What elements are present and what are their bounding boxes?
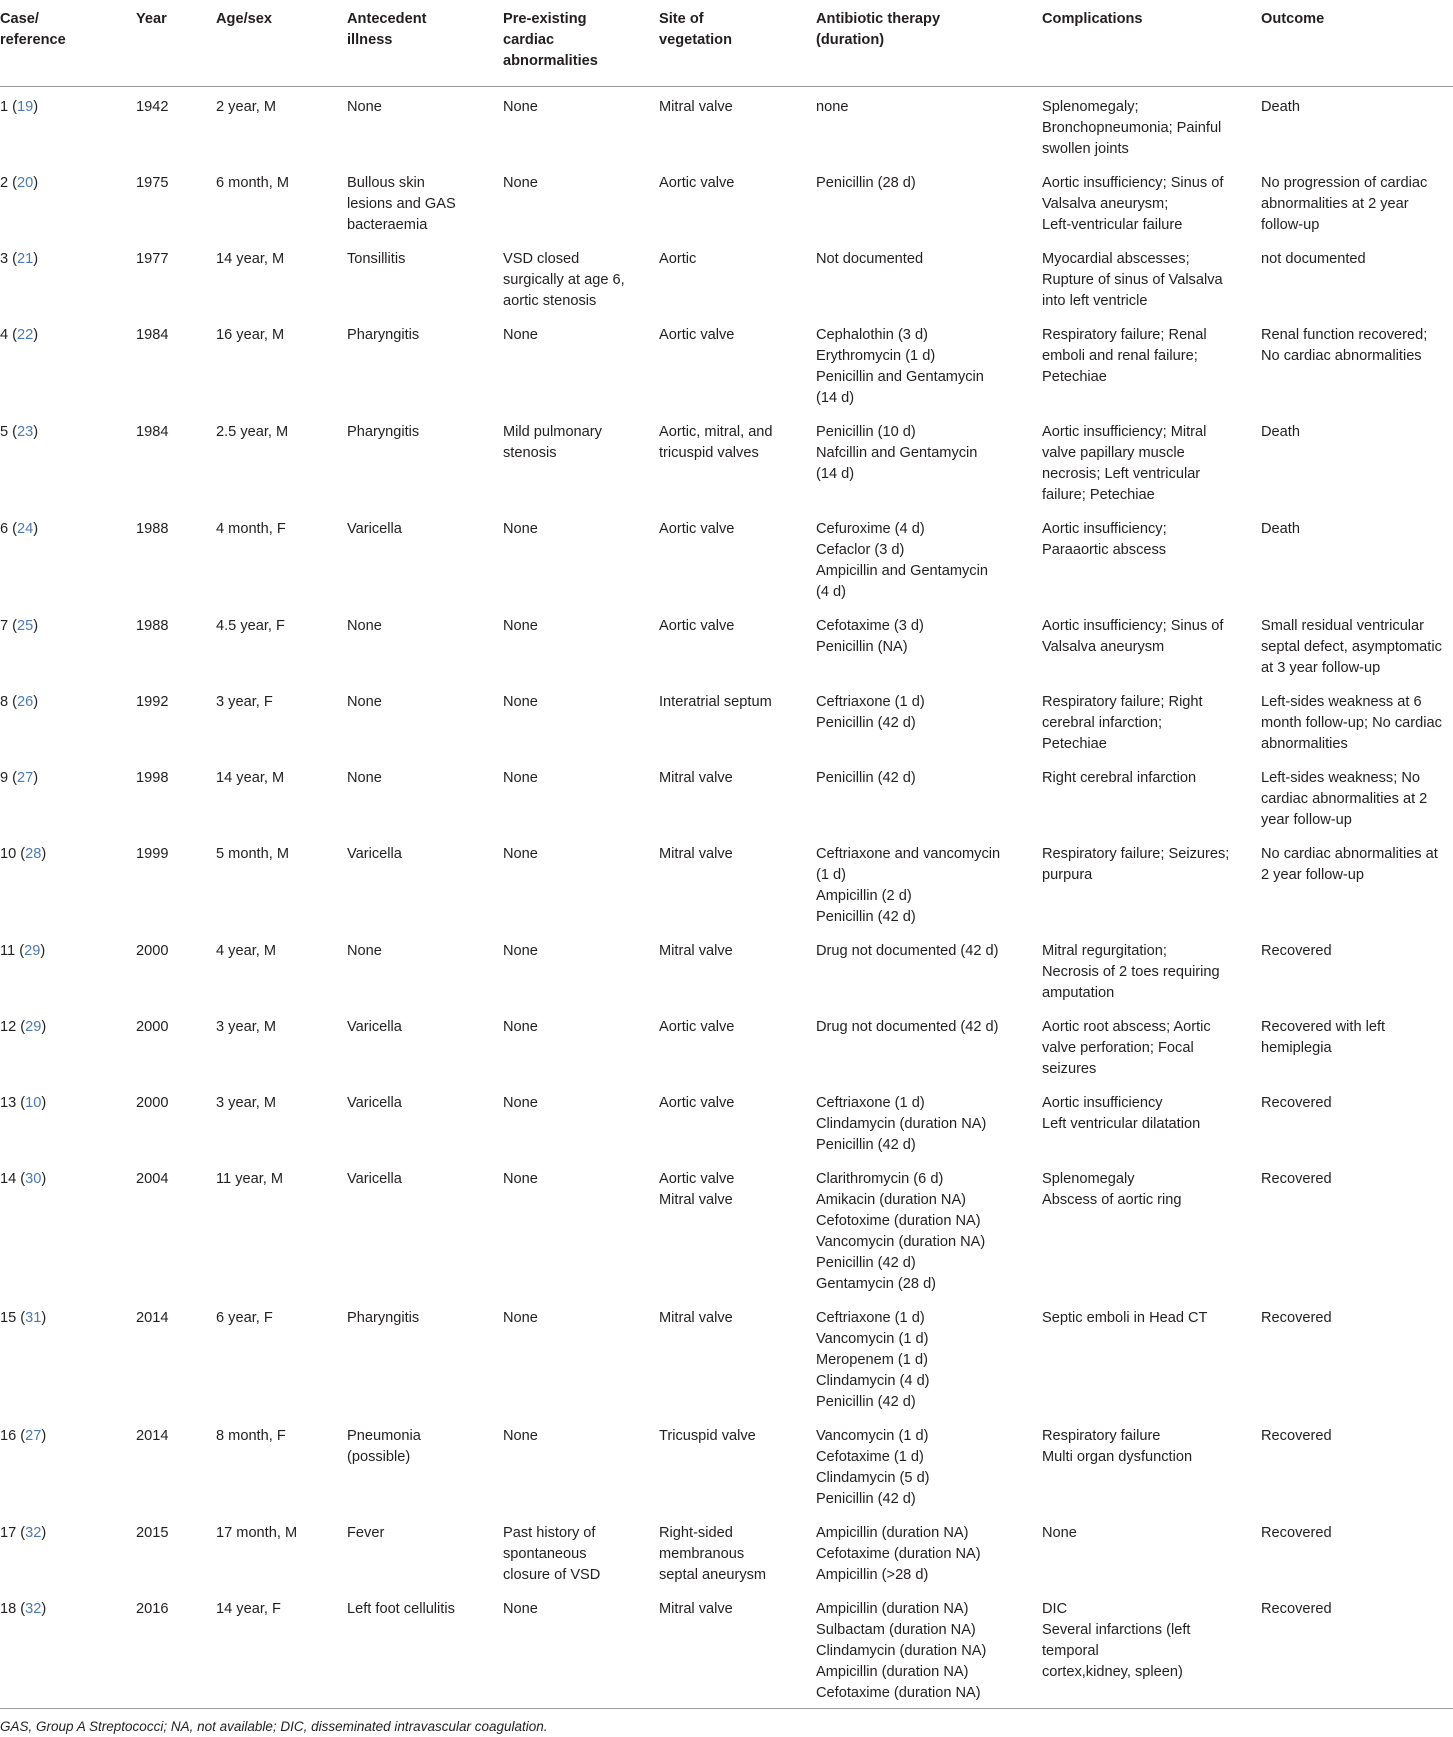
case-number: 12 ( bbox=[0, 1019, 26, 1035]
antibiotic-therapy-cell: Drug not documented (42 d) bbox=[816, 943, 999, 959]
table-row bbox=[0, 1007, 1453, 1083]
site-of-vegetation-cell: Aortic valve Mitral valve bbox=[659, 1171, 735, 1208]
antecedent-illness-cell: Fever bbox=[347, 1525, 385, 1541]
closing-parenthesis: ) bbox=[33, 770, 39, 786]
reference-link[interactable]: 32 bbox=[25, 1601, 42, 1617]
outcome-cell: No cardiac abnormalities at 2 year follow-up bbox=[1261, 846, 1438, 883]
closing-parenthesis: ) bbox=[33, 251, 39, 267]
age-sex-cell: 4.5 year, F bbox=[216, 618, 285, 634]
site-of-vegetation-cell: Aortic valve bbox=[659, 521, 735, 537]
antibiotic-therapy-cell: Cefotaxime (3 d) Penicillin (NA) bbox=[816, 618, 924, 655]
preexisting-cardiac-cell: None bbox=[503, 694, 538, 710]
outcome-cell: Small residual ventricular septal defect, asymptomatic at 3 year follow-up bbox=[1261, 618, 1442, 676]
case-reference-cell bbox=[0, 1513, 136, 1589]
case-reference-cell bbox=[0, 412, 136, 509]
site-of-vegetation-cell: Mitral valve bbox=[659, 1589, 816, 1709]
antecedent-illness-cell: None bbox=[347, 694, 382, 710]
closing-parenthesis: ) bbox=[41, 1601, 47, 1617]
case-number: 14 ( bbox=[0, 1171, 26, 1187]
antecedent-illness-cell: Varicella bbox=[347, 1019, 402, 1035]
table-row bbox=[0, 606, 1453, 682]
complications-cell: Splenomegaly Abscess of aortic ring bbox=[1042, 1171, 1182, 1208]
complications-cell: Respiratory failure Multi organ dysfunction bbox=[1042, 1428, 1193, 1465]
table-footnote: GAS, Group A Streptococci; NA, not available; DIC, disseminated intravascular coagulation. bbox=[0, 1719, 548, 1734]
year-cell: 1984 bbox=[136, 327, 169, 343]
antibiotic-therapy-cell: Drug not documented (42 d) bbox=[816, 1019, 999, 1035]
year-cell: 1998 bbox=[136, 770, 169, 786]
site-of-vegetation-cell: Mitral valve bbox=[659, 770, 733, 786]
case-reference-cell bbox=[0, 1083, 136, 1159]
reference-link[interactable]: 22 bbox=[17, 327, 34, 343]
age-sex-cell: 2 year, M bbox=[216, 99, 277, 115]
table-row bbox=[0, 1589, 1453, 1709]
case-reference-cell bbox=[0, 834, 136, 931]
outcome-cell: Death bbox=[1261, 521, 1300, 537]
closing-parenthesis: ) bbox=[41, 1525, 47, 1541]
year-cell: 1999 bbox=[136, 846, 169, 862]
antibiotic-therapy-cell: Vancomycin (1 d) Cefotaxime (1 d) Clindamycin (5 d) Penicillin (42 d) bbox=[816, 1428, 930, 1507]
age-sex-cell: 16 year, M bbox=[216, 327, 285, 343]
age-sex-cell: 3 year, M bbox=[216, 1095, 277, 1111]
outcome-cell: No progression of cardiac abnormalities at 2 year follow-up bbox=[1261, 175, 1428, 233]
complications-cell: Aortic insufficiency; Sinus of Valsalva aneurysm; Left-ventricular failure bbox=[1042, 175, 1224, 233]
reference-link[interactable]: 27 bbox=[17, 770, 34, 786]
antibiotic-therapy-cell: Ceftriaxone (1 d) Penicillin (42 d) bbox=[816, 694, 925, 731]
site-of-vegetation-cell: Mitral valve bbox=[659, 1310, 733, 1326]
antibiotic-therapy-cell: Ceftriaxone and vancomycin (1 d) Ampicillin (2 d) Penicillin (42 d) bbox=[816, 846, 1001, 925]
outcome-cell: Recovered bbox=[1261, 1171, 1332, 1187]
case-number: 3 ( bbox=[0, 251, 18, 267]
outcome-cell: Recovered with left hemiplegia bbox=[1261, 1019, 1386, 1056]
table-row bbox=[0, 931, 1453, 1007]
closing-parenthesis: ) bbox=[33, 99, 39, 115]
preexisting-cardiac-cell: None bbox=[503, 618, 538, 634]
reference-link[interactable]: 28 bbox=[25, 846, 42, 862]
complications-cell: Respiratory failure; Seizures; purpura bbox=[1042, 846, 1230, 883]
preexisting-cardiac-cell: None bbox=[503, 327, 538, 343]
header-outcome: Outcome bbox=[1261, 9, 1453, 87]
antecedent-illness-cell: Pharyngitis bbox=[347, 424, 420, 440]
age-sex-cell: 6 month, M bbox=[216, 175, 289, 191]
preexisting-cardiac-cell: VSD closed surgically at age 6, aortic stenosis bbox=[503, 251, 625, 309]
closing-parenthesis: ) bbox=[33, 618, 39, 634]
reference-link[interactable]: 29 bbox=[25, 1019, 42, 1035]
site-of-vegetation-cell: Tricuspid valve bbox=[659, 1428, 756, 1444]
case-reference-cell bbox=[0, 509, 136, 606]
year-cell: 2000 bbox=[136, 1095, 169, 1111]
complications-cell: Aortic root abscess; Aortic valve perforation; Focal seizures bbox=[1042, 1019, 1211, 1077]
header-antecedent-illness: Antecedent illness bbox=[347, 9, 503, 87]
reference-link[interactable]: 32 bbox=[25, 1525, 42, 1541]
preexisting-cardiac-cell: None bbox=[503, 1171, 538, 1187]
table-header bbox=[0, 9, 1453, 87]
case-reference-cell bbox=[0, 315, 136, 412]
year-cell: 2015 bbox=[136, 1525, 169, 1541]
antecedent-illness-cell: Varicella bbox=[347, 521, 402, 537]
complications-cell: Myocardial abscesses; Rupture of sinus of Valsalva into left ventricle bbox=[1042, 251, 1223, 309]
antibiotic-therapy-cell: Clarithromycin (6 d) Amikacin (duration NA) Cefotoxime (duration NA) Vancomycin (duration NA) Penicillin (42 d) Gentamycin (28 d) bbox=[816, 1171, 986, 1292]
antibiotic-therapy-cell: Penicillin (28 d) bbox=[816, 175, 916, 191]
reference-link[interactable]: 10 bbox=[25, 1095, 42, 1111]
preexisting-cardiac-cell: None bbox=[503, 1095, 538, 1111]
preexisting-cardiac-cell: Mild pulmonary stenosis bbox=[503, 424, 602, 461]
complications-cell: Right cerebral infarction bbox=[1042, 770, 1197, 786]
antibiotic-therapy-cell: Penicillin (10 d) Nafcillin and Gentamycin (14 d) bbox=[816, 424, 978, 482]
case-reference-cell bbox=[0, 682, 136, 758]
header-row bbox=[0, 9, 1453, 87]
case-table bbox=[0, 9, 1453, 1709]
complications-cell: Aortic insufficiency; Sinus of Valsalva aneurysm bbox=[1042, 618, 1224, 655]
age-sex-cell: 4 year, M bbox=[216, 943, 277, 959]
antecedent-illness-cell: None bbox=[347, 618, 382, 634]
table-row bbox=[0, 834, 1453, 931]
preexisting-cardiac-cell: None bbox=[503, 943, 538, 959]
antecedent-illness-cell: None bbox=[347, 770, 382, 786]
preexisting-cardiac-cell: None bbox=[503, 521, 538, 537]
case-reference-cell bbox=[0, 87, 136, 164]
age-sex-cell: 3 year, F bbox=[216, 694, 273, 710]
site-of-vegetation-cell: Aortic valve bbox=[659, 1019, 735, 1035]
case-number: 5 ( bbox=[0, 424, 18, 440]
year-cell: 1988 bbox=[136, 521, 169, 537]
year-cell: 2014 bbox=[136, 1310, 169, 1326]
header-preexisting-cardiac: Pre-existing cardiac abnormalities bbox=[503, 9, 659, 87]
age-sex-cell: 6 year, F bbox=[216, 1310, 273, 1326]
age-sex-cell: 2.5 year, M bbox=[216, 424, 289, 440]
table-row bbox=[0, 163, 1453, 239]
reference-link[interactable]: 29 bbox=[24, 943, 41, 959]
outcome-cell: Left-sides weakness; No cardiac abnormalities at 2 year follow-up bbox=[1261, 770, 1428, 828]
case-number: 1 ( bbox=[0, 99, 18, 115]
reference-link[interactable]: 30 bbox=[25, 1171, 42, 1187]
case-reference-cell bbox=[0, 606, 136, 682]
site-of-vegetation-cell: Mitral valve bbox=[659, 99, 733, 115]
preexisting-cardiac-cell: None bbox=[503, 1428, 538, 1444]
site-of-vegetation-cell: Interatrial septum bbox=[659, 694, 772, 710]
complications-cell: None bbox=[1042, 1525, 1077, 1541]
reference-link[interactable]: 27 bbox=[25, 1428, 42, 1444]
age-sex-cell: 17 month, M bbox=[216, 1525, 298, 1541]
preexisting-cardiac-cell: None bbox=[503, 1019, 538, 1035]
antecedent-illness-cell: Left foot cellulitis bbox=[347, 1589, 503, 1709]
case-number: 4 ( bbox=[0, 327, 18, 343]
age-sex-cell: 5 month, M bbox=[216, 846, 289, 862]
antecedent-illness-cell: Pneumonia (possible) bbox=[347, 1428, 421, 1465]
complications-cell: Splenomegaly; Bronchopneumonia; Painful swollen joints bbox=[1042, 99, 1222, 157]
outcome-cell: not documented bbox=[1261, 251, 1366, 267]
preexisting-cardiac-cell: None bbox=[503, 99, 538, 115]
reference-link[interactable]: 24 bbox=[17, 521, 34, 537]
header-antibiotic-therapy: Antibiotic therapy (duration) bbox=[816, 9, 1042, 87]
closing-parenthesis: ) bbox=[41, 1019, 47, 1035]
closing-parenthesis: ) bbox=[33, 175, 39, 191]
table-row bbox=[0, 1298, 1453, 1416]
site-of-vegetation-cell: Aortic valve bbox=[659, 1095, 735, 1111]
complications-cell: Respiratory failure; Renal emboli and renal failure; Petechiae bbox=[1042, 327, 1207, 385]
year-cell: 1984 bbox=[136, 424, 169, 440]
antibiotic-therapy-cell: Penicillin (42 d) bbox=[816, 770, 916, 786]
reference-link[interactable]: 20 bbox=[17, 175, 34, 191]
case-number: 18 ( bbox=[0, 1601, 26, 1617]
age-sex-cell: 14 year, M bbox=[216, 770, 285, 786]
closing-parenthesis: ) bbox=[33, 694, 39, 710]
outcome-cell: Death bbox=[1261, 99, 1300, 115]
antecedent-illness-cell: Varicella bbox=[347, 846, 402, 862]
year-cell: 2000 bbox=[136, 943, 169, 959]
age-sex-cell: 14 year, F bbox=[216, 1589, 347, 1709]
age-sex-cell: 8 month, F bbox=[216, 1428, 286, 1444]
outcome-cell: Left-sides weakness at 6 month follow-up; No cardiac abnormalities bbox=[1261, 694, 1442, 752]
site-of-vegetation-cell: Aortic bbox=[659, 251, 697, 267]
reference-link[interactable]: 21 bbox=[17, 251, 34, 267]
closing-parenthesis: ) bbox=[40, 943, 46, 959]
complications-cell: Aortic insufficiency Left ventricular dilatation bbox=[1042, 1095, 1201, 1132]
year-cell: 2000 bbox=[136, 1019, 169, 1035]
complications-cell: Aortic insufficiency; Mitral valve papillary muscle necrosis; Left ventricular failure; Petechiae bbox=[1042, 424, 1207, 503]
case-number: 11 ( bbox=[0, 943, 25, 959]
reference-link[interactable]: 25 bbox=[17, 618, 34, 634]
case-number: 6 ( bbox=[0, 521, 18, 537]
antecedent-illness-cell: Pharyngitis bbox=[347, 327, 420, 343]
header-case-reference: Case/ reference bbox=[0, 9, 136, 87]
case-reference-cell bbox=[0, 1298, 136, 1416]
table-row bbox=[0, 758, 1453, 834]
year-cell: 1992 bbox=[136, 694, 169, 710]
antecedent-illness-cell: Tonsillitis bbox=[347, 251, 406, 267]
complications-cell: Mitral regurgitation; Necrosis of 2 toes requiring amputation bbox=[1042, 943, 1220, 1001]
year-cell: 1975 bbox=[136, 175, 169, 191]
closing-parenthesis: ) bbox=[33, 327, 39, 343]
antibiotic-therapy-cell: none bbox=[816, 99, 849, 115]
closing-parenthesis: ) bbox=[41, 1095, 47, 1111]
year-cell: 1942 bbox=[136, 99, 169, 115]
case-number: 8 ( bbox=[0, 694, 18, 710]
reference-link[interactable]: 23 bbox=[17, 424, 34, 440]
antibiotic-therapy-cell: Cefuroxime (4 d) Cefaclor (3 d) Ampicillin and Gentamycin (4 d) bbox=[816, 521, 988, 600]
preexisting-cardiac-cell: None bbox=[503, 770, 538, 786]
antibiotic-therapy-cell: Ampicillin (duration NA) Cefotaxime (duration NA) Ampicillin (>28 d) bbox=[816, 1525, 981, 1583]
case-number: 16 ( bbox=[0, 1428, 26, 1444]
preexisting-cardiac-cell: None bbox=[503, 846, 538, 862]
antecedent-illness-cell: Pharyngitis bbox=[347, 1310, 420, 1326]
site-of-vegetation-cell: Aortic, mitral, and tricuspid valves bbox=[659, 424, 773, 461]
table-row bbox=[0, 1513, 1453, 1589]
reference-link[interactable]: 31 bbox=[25, 1310, 42, 1326]
site-of-vegetation-cell: Aortic valve bbox=[659, 618, 735, 634]
year-cell: 2004 bbox=[136, 1171, 169, 1187]
header-complications: Complications bbox=[1042, 9, 1261, 87]
header-age-sex: Age/sex bbox=[216, 9, 347, 87]
site-of-vegetation-cell: Aortic valve bbox=[659, 175, 735, 191]
outcome-cell: Recovered bbox=[1261, 1095, 1332, 1111]
year-cell: 2016 bbox=[136, 1589, 216, 1709]
case-number: 17 ( bbox=[0, 1525, 26, 1541]
year-cell: 2014 bbox=[136, 1428, 169, 1444]
case-reference-cell bbox=[0, 1589, 136, 1709]
case-number: 13 ( bbox=[0, 1095, 26, 1111]
outcome-cell: Recovered bbox=[1261, 1428, 1332, 1444]
year-cell: 1977 bbox=[136, 251, 169, 267]
case-reference-cell bbox=[0, 758, 136, 834]
outcome-cell: Death bbox=[1261, 424, 1300, 440]
site-of-vegetation-cell: Mitral valve bbox=[659, 846, 733, 862]
antecedent-illness-cell: None bbox=[347, 99, 382, 115]
closing-parenthesis: ) bbox=[41, 1428, 47, 1444]
case-reference-cell bbox=[0, 163, 136, 239]
reference-link[interactable]: 26 bbox=[17, 694, 34, 710]
table-row bbox=[0, 509, 1453, 606]
table-row bbox=[0, 87, 1453, 164]
antibiotic-therapy-cell: Ceftriaxone (1 d) Vancomycin (1 d) Meropenem (1 d) Clindamycin (4 d) Penicillin (42 d) bbox=[816, 1310, 930, 1410]
closing-parenthesis: ) bbox=[41, 1310, 47, 1326]
closing-parenthesis: ) bbox=[33, 424, 39, 440]
preexisting-cardiac-cell: None bbox=[503, 175, 538, 191]
outcome-cell: Recovered bbox=[1261, 1589, 1453, 1709]
case-number: 7 ( bbox=[0, 618, 18, 634]
site-of-vegetation-cell: Right-sided membranous septal aneurysm bbox=[659, 1525, 767, 1583]
age-sex-cell: 11 year, M bbox=[216, 1171, 284, 1187]
antibiotic-therapy-cell: Not documented bbox=[816, 251, 924, 267]
table-row bbox=[0, 682, 1453, 758]
complications-cell: DIC Several infarctions (left temporal cortex,kidney, spleen) bbox=[1042, 1589, 1261, 1709]
antecedent-illness-cell: Varicella bbox=[347, 1095, 402, 1111]
case-reference-cell bbox=[0, 1159, 136, 1298]
outcome-cell: Recovered bbox=[1261, 943, 1332, 959]
case-number: 15 ( bbox=[0, 1310, 26, 1326]
year-cell: 1988 bbox=[136, 618, 169, 634]
age-sex-cell: 14 year, M bbox=[216, 251, 285, 267]
case-reference-cell bbox=[0, 1416, 136, 1513]
preexisting-cardiac-cell: None bbox=[503, 1310, 538, 1326]
age-sex-cell: 4 month, F bbox=[216, 521, 286, 537]
complications-cell: Respiratory failure; Right cerebral infarction; Petechiae bbox=[1042, 694, 1203, 752]
preexisting-cardiac-cell: Past history of spontaneous closure of VSD bbox=[503, 1525, 601, 1583]
header-site-of-vegetation: Site of vegetation bbox=[659, 9, 816, 87]
table-body bbox=[0, 87, 1453, 1709]
outcome-cell: Recovered bbox=[1261, 1525, 1332, 1541]
complications-cell: Aortic insufficiency; Paraaortic abscess bbox=[1042, 521, 1167, 558]
complications-cell: Septic emboli in Head CT bbox=[1042, 1310, 1208, 1326]
table-row bbox=[0, 315, 1453, 412]
case-number: 10 ( bbox=[0, 846, 26, 862]
case-number: 2 ( bbox=[0, 175, 18, 191]
table-row bbox=[0, 1159, 1453, 1298]
reference-link[interactable]: 19 bbox=[17, 99, 34, 115]
antecedent-illness-cell: Varicella bbox=[347, 1171, 402, 1187]
table-row bbox=[0, 1083, 1453, 1159]
table-row bbox=[0, 1416, 1453, 1513]
age-sex-cell: 3 year, M bbox=[216, 1019, 277, 1035]
outcome-cell: Renal function recovered; No cardiac abnormalities bbox=[1261, 327, 1428, 364]
outcome-cell: Recovered bbox=[1261, 1310, 1332, 1326]
antecedent-illness-cell: Bullous skin lesions and GAS bacteraemia bbox=[347, 175, 456, 233]
antibiotic-therapy-cell: Cephalothin (3 d) Erythromycin (1 d) Penicillin and Gentamycin (14 d) bbox=[816, 327, 984, 406]
site-of-vegetation-cell: Aortic valve bbox=[659, 327, 735, 343]
header-year: Year bbox=[136, 9, 216, 87]
case-number: 9 ( bbox=[0, 770, 18, 786]
case-reference-cell bbox=[0, 931, 136, 1007]
case-reference-cell bbox=[0, 239, 136, 315]
table-row bbox=[0, 412, 1453, 509]
case-reference-cell bbox=[0, 1007, 136, 1083]
closing-parenthesis: ) bbox=[33, 521, 39, 537]
closing-parenthesis: ) bbox=[41, 1171, 47, 1187]
preexisting-cardiac-cell: None bbox=[503, 1589, 659, 1709]
table-row bbox=[0, 239, 1453, 315]
antibiotic-therapy-cell: Ceftriaxone (1 d) Clindamycin (duration NA) Penicillin (42 d) bbox=[816, 1095, 987, 1153]
closing-parenthesis: ) bbox=[41, 846, 47, 862]
antibiotic-therapy-cell: Ampicillin (duration NA) Sulbactam (duration NA) Clindamycin (duration NA) Ampicillin (duration NA) Cefotaxime (duration NA) bbox=[816, 1589, 1042, 1709]
site-of-vegetation-cell: Mitral valve bbox=[659, 943, 733, 959]
antecedent-illness-cell: None bbox=[347, 943, 382, 959]
